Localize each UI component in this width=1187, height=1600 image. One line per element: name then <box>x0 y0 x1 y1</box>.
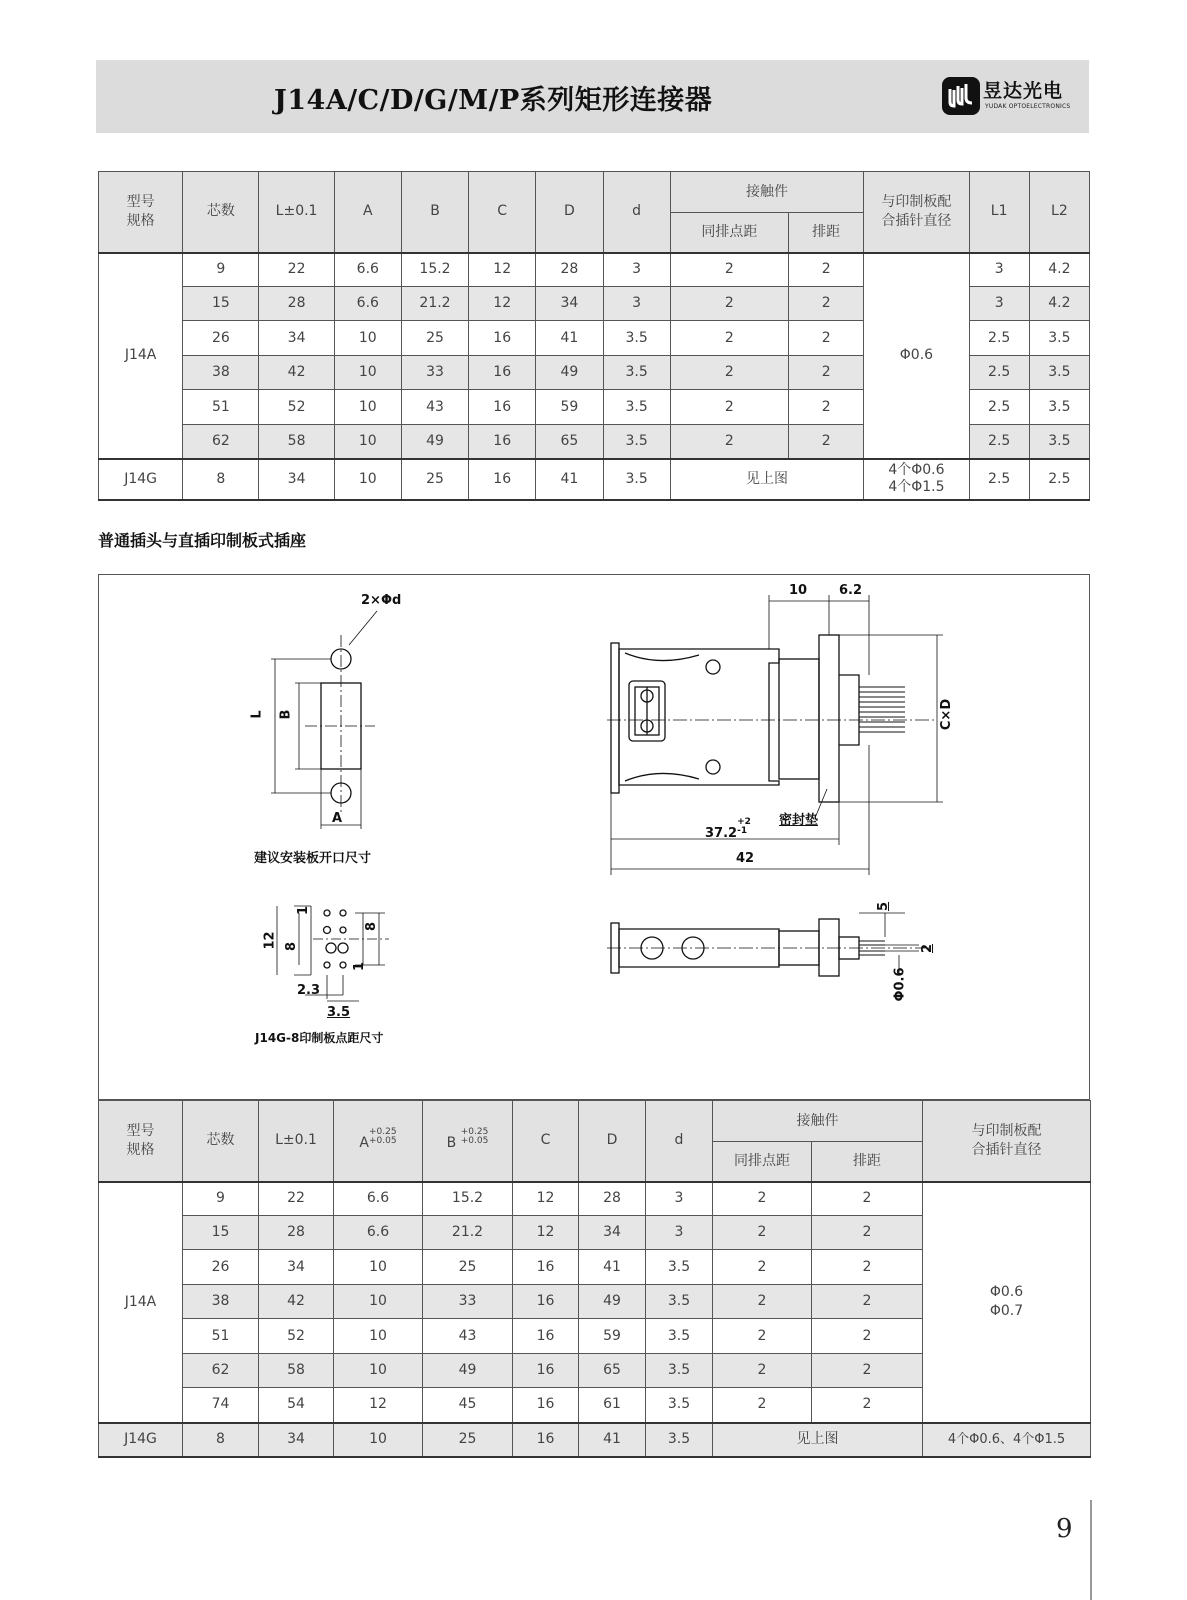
cell-l: 52 <box>259 1319 334 1354</box>
dim-1-bottom: 1 <box>352 961 368 972</box>
model-cell: J14G <box>99 459 183 500</box>
cell-a: 10 <box>334 1250 423 1285</box>
cell-b: 45 <box>423 1388 513 1423</box>
cell-c: 12 <box>513 1216 579 1250</box>
page-title: J14A/C/D/G/M/P系列矩形连接器 <box>274 85 713 116</box>
cell-c: 16 <box>469 356 536 390</box>
cell-d-lower: 3.5 <box>646 1388 713 1423</box>
header-b-tolerance <box>461 1128 489 1146</box>
company-logo <box>941 76 1081 120</box>
cell-pitch: 2 <box>789 390 864 425</box>
label-A: A <box>332 811 343 826</box>
spec-table-1 <box>98 171 1090 501</box>
cell-row-pitch: 2 <box>713 1216 812 1250</box>
logo-subtitle: YUDAK OPTOELECTRONICS <box>985 103 1071 110</box>
header-d-upper: D <box>536 172 603 253</box>
cell-row-pitch: 2 <box>670 253 788 287</box>
cell-d-lower: 3.5 <box>646 1354 713 1388</box>
cell-d-lower: 3.5 <box>603 390 670 425</box>
cell-cores: 8 <box>183 1423 259 1457</box>
header-contact: 接触件 <box>713 1101 923 1142</box>
cell-a: 6.6 <box>334 253 401 287</box>
cell-d-lower: 3.5 <box>646 1319 713 1354</box>
cell-a: 10 <box>334 1423 423 1457</box>
cell-cores: 51 <box>183 1319 259 1354</box>
cell-d-upper: 34 <box>579 1216 646 1250</box>
model-cell: J14G <box>99 1423 183 1457</box>
cell-d-upper: 59 <box>579 1319 646 1354</box>
technical-drawing-svg <box>99 575 1091 1101</box>
label-2phid: 2×Φd <box>361 593 402 608</box>
technical-drawing <box>98 574 1090 1100</box>
header-pcb: 与印制板配 合插针直径 <box>864 172 969 253</box>
cell-row-pitch: 2 <box>670 321 788 356</box>
cell-d-lower: 3.5 <box>603 459 670 500</box>
cell-l2: 4.2 <box>1029 253 1089 287</box>
cell-a: 10 <box>334 1354 423 1388</box>
cell-d-lower: 3.5 <box>646 1285 713 1319</box>
header-l1: L1 <box>969 172 1029 253</box>
header-l: L±0.1 <box>259 172 334 253</box>
cell-l2: 3.5 <box>1029 356 1089 390</box>
cell-pitch: 2 <box>812 1182 923 1216</box>
cell-pitch: 2 <box>812 1250 923 1285</box>
cell-cores: 38 <box>183 356 259 390</box>
cell-cores: 51 <box>183 390 259 425</box>
cell-d-upper: 41 <box>579 1250 646 1285</box>
header-contact: 接触件 <box>670 172 864 213</box>
cell-l: 22 <box>259 1182 334 1216</box>
cell-c: 16 <box>513 1354 579 1388</box>
label-B: B <box>278 709 294 720</box>
cell-l: 28 <box>259 287 334 321</box>
cell-b: 49 <box>423 1354 513 1388</box>
logo-name: 昱达光电 <box>983 80 1064 102</box>
cell-l1: 2.5 <box>969 425 1029 459</box>
header-b-label: B <box>446 1135 457 1152</box>
label-seal: 密封垫 <box>779 813 819 828</box>
header-d-lower: d <box>603 172 670 253</box>
cell-cores: 15 <box>183 1216 259 1250</box>
pcb-cell: Φ0.6 <box>864 253 969 459</box>
model-cell: J14A <box>99 253 183 459</box>
cell-row-pitch: 2 <box>713 1354 812 1388</box>
cell-d-lower: 3 <box>603 253 670 287</box>
section-heading: 普通插头与直插印制板式插座 <box>98 531 307 550</box>
cell-l2: 3.5 <box>1029 425 1089 459</box>
page-header <box>96 60 1089 133</box>
cell-a: 6.6 <box>334 287 401 321</box>
cell-l: 42 <box>259 356 334 390</box>
cell-l: 34 <box>259 1423 334 1457</box>
dim-8-left: 8 <box>284 941 300 952</box>
header-cores: 芯数 <box>183 172 259 253</box>
cell-a: 10 <box>334 1319 423 1354</box>
cell-pitch: 2 <box>812 1216 923 1250</box>
cell-pitch: 2 <box>812 1285 923 1319</box>
cell-row-pitch: 2 <box>713 1250 812 1285</box>
header-c: C <box>513 1101 579 1182</box>
logo-mark-icon <box>941 76 981 116</box>
cell-a: 10 <box>334 459 401 500</box>
cell-pcb: 4个Φ0.6 4个Φ1.5 <box>864 459 969 500</box>
caption-pcb-pitch: J14G-8印制板点距尺寸 <box>255 1031 384 1045</box>
dim-6-2: 6.2 <box>839 583 863 598</box>
cell-row-pitch: 2 <box>713 1388 812 1423</box>
header-b-tol-up: +0.25 <box>460 1127 489 1138</box>
header-b-tol-down: +0.05 <box>460 1136 489 1147</box>
cell-d-upper: 61 <box>579 1388 646 1423</box>
cell-cores: 74 <box>183 1388 259 1423</box>
header-a-tol-down: +0.05 <box>368 1136 397 1147</box>
cell-d-upper: 41 <box>536 459 603 500</box>
cell-d-lower: 3.5 <box>603 425 670 459</box>
header-a-label: A <box>359 1135 369 1152</box>
header-b <box>423 1101 513 1182</box>
cell-b: 25 <box>401 321 468 356</box>
pcb-cell: Φ0.6 Φ0.7 <box>923 1182 1091 1423</box>
cell-cores: 15 <box>183 287 259 321</box>
cell-l1: 2.5 <box>969 356 1029 390</box>
cell-a: 10 <box>334 425 401 459</box>
header-l: L±0.1 <box>259 1101 334 1182</box>
cell-c: 16 <box>469 321 536 356</box>
cell-a: 10 <box>334 356 401 390</box>
table-row <box>99 1182 1091 1216</box>
cell-c: 16 <box>469 425 536 459</box>
dim-37-2-tolerance <box>737 818 751 836</box>
header-pitch: 排距 <box>812 1142 923 1182</box>
page-number: 9 <box>1056 1514 1073 1544</box>
header-cores: 芯数 <box>183 1101 259 1182</box>
cell-l1: 3 <box>969 287 1029 321</box>
cell-a: 10 <box>334 1285 423 1319</box>
cell-a: 10 <box>334 321 401 356</box>
cell-d-lower: 3 <box>646 1216 713 1250</box>
cell-l1: 3 <box>969 253 1029 287</box>
page-edge-rule <box>1090 1500 1092 1600</box>
dim-10: 10 <box>789 583 808 598</box>
cell-d-upper: 49 <box>536 356 603 390</box>
header-a <box>334 1101 423 1182</box>
cell-row-pitch: 2 <box>670 425 788 459</box>
header-d-lower: d <box>646 1101 713 1182</box>
header-pitch: 排距 <box>789 213 864 253</box>
cell-row-pitch: 2 <box>713 1182 812 1216</box>
dim-37-2-tol-up: +2 <box>737 817 751 827</box>
cell-cores: 62 <box>183 425 259 459</box>
header-d-upper: D <box>579 1101 646 1182</box>
header-l2: L2 <box>1029 172 1089 253</box>
header-row-pitch: 同排点距 <box>670 213 788 253</box>
cell-d-upper: 59 <box>536 390 603 425</box>
cell-a: 12 <box>334 1388 423 1423</box>
cell-pitch: 2 <box>812 1388 923 1423</box>
cell-b: 25 <box>423 1423 513 1457</box>
cell-a: 10 <box>334 390 401 425</box>
cell-cores: 62 <box>183 1354 259 1388</box>
cell-b: 43 <box>423 1319 513 1354</box>
cell-cores: 26 <box>183 321 259 356</box>
header-b: B <box>401 172 468 253</box>
cell-row-pitch: 2 <box>713 1285 812 1319</box>
header-model: 型号 规格 <box>99 1101 183 1182</box>
cell-pitch: 2 <box>812 1319 923 1354</box>
cell-d-lower: 3.5 <box>603 356 670 390</box>
label-CxD: C×D <box>939 698 955 731</box>
cell-row-pitch: 2 <box>670 356 788 390</box>
cell-l: 42 <box>259 1285 334 1319</box>
cell-cores: 38 <box>183 1285 259 1319</box>
header-a-tolerance <box>369 1128 397 1146</box>
cell-b: 33 <box>423 1285 513 1319</box>
table-row <box>99 1423 1091 1457</box>
cell-b: 21.2 <box>423 1216 513 1250</box>
cell-d-upper: 34 <box>536 287 603 321</box>
dim-37-2 <box>705 818 751 841</box>
cell-d-lower: 3 <box>603 287 670 321</box>
cell-row-pitch: 2 <box>670 287 788 321</box>
caption-panel-cutout: 建议安装板开口尺寸 <box>254 851 372 866</box>
cell-c: 16 <box>513 1319 579 1354</box>
cell-l2: 3.5 <box>1029 321 1089 356</box>
dim-phi-0-6: Φ0.6 <box>892 967 908 1002</box>
cell-c: 12 <box>469 287 536 321</box>
cell-b: 43 <box>401 390 468 425</box>
header-a: A <box>334 172 401 253</box>
cell-l1: 2.5 <box>969 390 1029 425</box>
cell-l: 52 <box>259 390 334 425</box>
cell-c: 12 <box>513 1182 579 1216</box>
cell-b: 21.2 <box>401 287 468 321</box>
cell-d-upper: 28 <box>579 1182 646 1216</box>
cell-cores: 8 <box>183 459 259 500</box>
cell-l: 28 <box>259 1216 334 1250</box>
cell-d-lower: 3.5 <box>646 1423 713 1457</box>
cell-b: 25 <box>401 459 468 500</box>
cell-l: 34 <box>259 1250 334 1285</box>
cell-l: 58 <box>259 425 334 459</box>
cell-d-upper: 41 <box>536 321 603 356</box>
cell-pcb: 4个Φ0.6、4个Φ1.5 <box>923 1423 1091 1457</box>
cell-d-lower: 3 <box>646 1182 713 1216</box>
cell-d-lower: 3.5 <box>603 321 670 356</box>
dim-8-right: 8 <box>364 921 380 932</box>
header-a-tol-up: +0.25 <box>368 1127 397 1138</box>
cell-row-pitch: 2 <box>713 1319 812 1354</box>
header-c: C <box>469 172 536 253</box>
cell-b: 15.2 <box>401 253 468 287</box>
cell-cores: 9 <box>183 1182 259 1216</box>
cell-cores: 26 <box>183 1250 259 1285</box>
cell-d-upper: 65 <box>536 425 603 459</box>
table-row <box>99 253 1090 287</box>
header-row-pitch: 同排点距 <box>713 1142 812 1182</box>
cell-c: 12 <box>469 253 536 287</box>
cell-d-upper: 49 <box>579 1285 646 1319</box>
cell-c: 16 <box>469 390 536 425</box>
cell-cores: 9 <box>183 253 259 287</box>
cell-d-lower: 3.5 <box>646 1250 713 1285</box>
header-model: 型号 规格 <box>99 172 183 253</box>
label-L: L <box>249 710 265 719</box>
cell-d-upper: 28 <box>536 253 603 287</box>
cell-l: 54 <box>259 1388 334 1423</box>
dim-37-2-value: 37.2 <box>705 826 738 841</box>
cell-l: 22 <box>259 253 334 287</box>
dim-12: 12 <box>262 931 278 950</box>
cell-row-pitch: 2 <box>670 390 788 425</box>
header-pcb: 与印制板配 合插针直径 <box>923 1101 1091 1182</box>
cell-l: 58 <box>259 1354 334 1388</box>
dim-2: 2 <box>920 943 936 954</box>
cell-b: 25 <box>423 1250 513 1285</box>
cell-l: 34 <box>259 321 334 356</box>
cell-c: 16 <box>513 1285 579 1319</box>
dim-1-top: 1 <box>296 905 312 916</box>
cell-a: 6.6 <box>334 1182 423 1216</box>
cell-d-upper: 41 <box>579 1423 646 1457</box>
dim-5: 5 <box>876 901 892 912</box>
cell-l2: 4.2 <box>1029 287 1089 321</box>
spec-table-2 <box>98 1100 1091 1458</box>
model-cell: J14A <box>99 1182 183 1423</box>
cell-pitch: 2 <box>789 253 864 287</box>
cell-b: 15.2 <box>423 1182 513 1216</box>
cell-b: 33 <box>401 356 468 390</box>
cell-pitch: 2 <box>789 321 864 356</box>
cell-l2: 3.5 <box>1029 390 1089 425</box>
cell-l: 34 <box>259 459 334 500</box>
table-row <box>99 459 1090 500</box>
cell-pitch: 2 <box>789 425 864 459</box>
cell-pitch: 2 <box>812 1354 923 1388</box>
cell-pitch: 2 <box>789 356 864 390</box>
cell-l1: 2.5 <box>969 459 1029 500</box>
dim-37-2-tol-down: -1 <box>737 826 748 836</box>
cell-c: 16 <box>513 1423 579 1457</box>
dim-3-5: 3.5 <box>327 1005 351 1020</box>
cell-b: 49 <box>401 425 468 459</box>
cell-a: 6.6 <box>334 1216 423 1250</box>
cell-d-upper: 65 <box>579 1354 646 1388</box>
dim-2-3: 2.3 <box>297 983 321 998</box>
cell-contact: 见上图 <box>670 459 864 500</box>
cell-c: 16 <box>513 1250 579 1285</box>
cell-pitch: 2 <box>789 287 864 321</box>
dim-42: 42 <box>736 851 755 866</box>
cell-l1: 2.5 <box>969 321 1029 356</box>
cell-l2: 2.5 <box>1029 459 1089 500</box>
cell-c: 16 <box>513 1388 579 1423</box>
cell-contact: 见上图 <box>713 1423 923 1457</box>
cell-c: 16 <box>469 459 536 500</box>
